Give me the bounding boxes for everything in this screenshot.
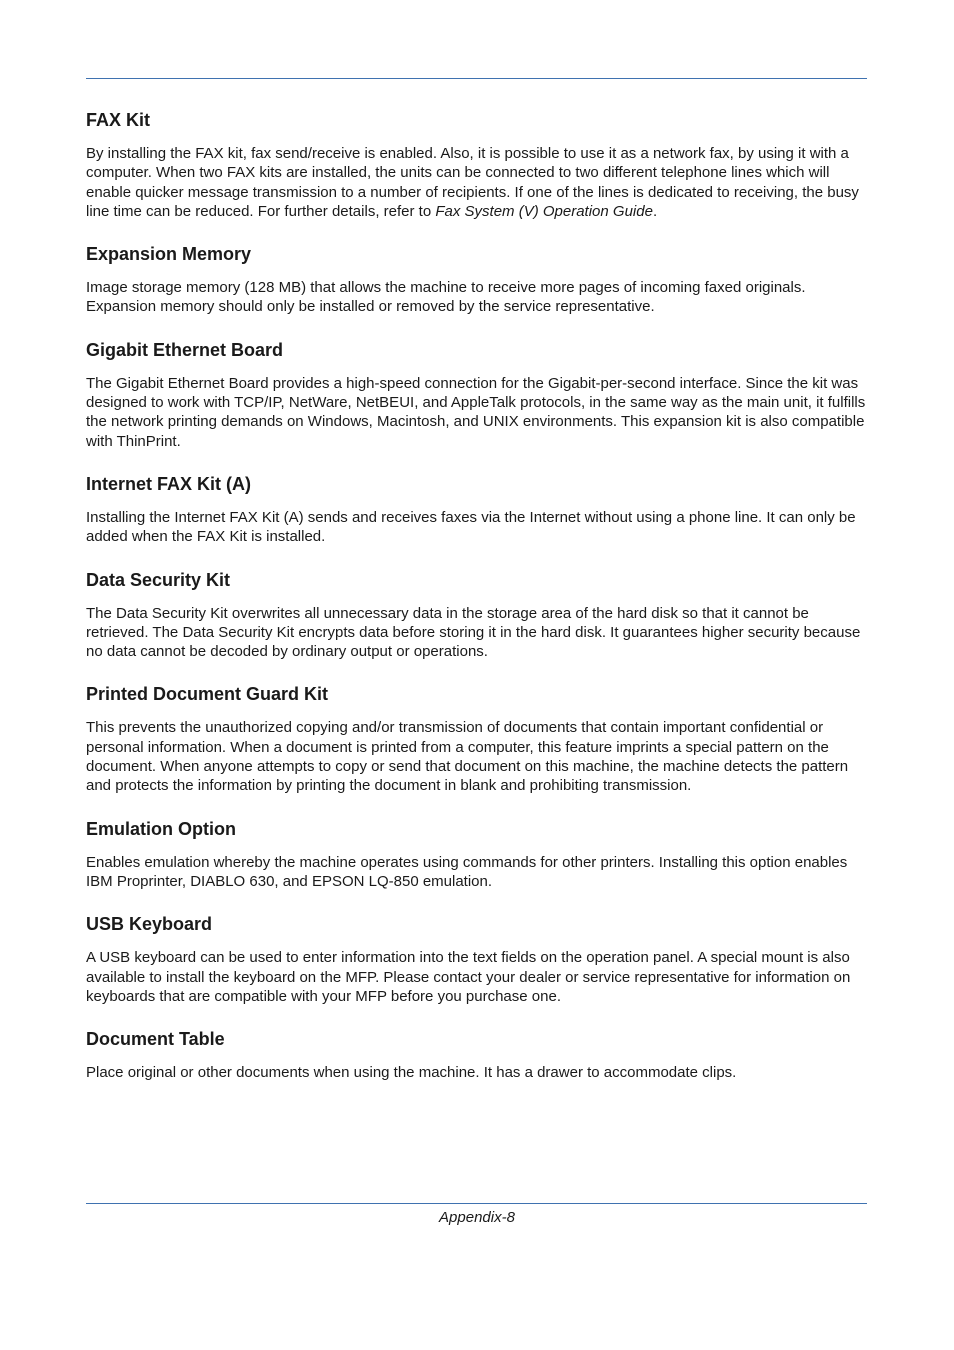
section-heading: Data Security Kit [86, 569, 231, 590]
section-heading: USB Keyboard [86, 914, 213, 935]
section-body: Installing the Internet FAX Kit (A) sends and receives faxes via the Internet without using a phone line. It can only be added when the FAX Kit is installed. [86, 508, 856, 546]
section-heading: Internet FAX Kit (A) [86, 473, 251, 494]
section-usb-keyboard [86, 912, 867, 1006]
section-body: Place original or other documents when using the machine. It has a drawer to accommodate clips. [86, 1064, 737, 1082]
section-body: The Data Security Kit overwrites all unnecessary data in the storage area of the hard disk so that it cannot be retrieved. The Data Security Kit encrypts data before storing it in the hard disk. It guarantees higher security because no data cannot be decoded by ordinary output or operations. [86, 604, 861, 661]
section-body: Enables emulation whereby the machine operates using commands for other printers. Installing this option enables IBM Proprinter, DIABLO 630, and EPSON LQ-850 emulation. [86, 853, 848, 890]
section-heading: Printed Document Guard Kit [86, 684, 329, 705]
section-printed-document-guard-kit [86, 682, 867, 795]
section-internet-fax-kit [86, 472, 867, 547]
section-data-security-kit [86, 568, 867, 662]
manual-reference: Fax System (V) Operation Guide [435, 202, 653, 220]
header-rule [86, 78, 867, 79]
section-expansion-memory [86, 242, 867, 317]
section-emulation-option [86, 817, 867, 892]
section-body: By installing the FAX kit, fax send/receive is enabled. Also, it is possible to use it as a network fax, by using it with a computer. When two FAX kits are installed, the units can be connected to two different telephone lines which will enable quicker message transmission to a number of recipients. If one of the lines is dedicated to receiving, the busy line time can be reduced. For further details, refer to Fax System (V) Operation Guide. [86, 145, 859, 220]
section-body: This prevents the unauthorized copying and/or transmission of documents that contain important confidential or personal information. When a document is printed from a computer, this feature imprints a special pattern on the document. When anyone attempts to copy or send that document on this machine, the machine detects the pattern and protects the information by printing the document in blank and prohibiting transmission. [86, 719, 849, 795]
section-body: The Gigabit Ethernet Board provides a high-speed connection for the Gigabit-per-second interface. Since the kit was designed to work with TCP/IP, NetWare, NetBEUI, and AppleTalk protocols, in the same way as the main unit, it fulfills the network printing demands on Windows, Macintosh, and UNIX environments. This expansion kit is also compatible with ThinPrint. [86, 374, 866, 450]
page-number: Appendix-8 [439, 1209, 515, 1226]
section-heading: Expansion Memory [86, 244, 252, 265]
section-heading: Emulation Option [86, 818, 236, 839]
section-gigabit-ethernet-board [86, 338, 867, 451]
page-content [86, 108, 867, 1082]
section-document-table [86, 1027, 867, 1082]
section-heading: Document Table [86, 1029, 225, 1050]
section-body: A USB keyboard can be used to enter information into the text fields on the operation panel. A special mount is also available to install the keyboard on the MFP. Please contact your dealer or service representative for information on keyboards that are compatible with your MFP before you purchase one. [86, 949, 851, 1005]
section-body: Image storage memory (128 MB) that allows the machine to receive more pages of incoming faxed originals. Expansion memory should only be installed or removed by the service representative. [86, 279, 806, 316]
section-fax-kit [86, 108, 867, 221]
section-heading: FAX Kit [86, 110, 151, 130]
footer-rule [86, 1203, 867, 1204]
section-heading: Gigabit Ethernet Board [86, 339, 284, 360]
